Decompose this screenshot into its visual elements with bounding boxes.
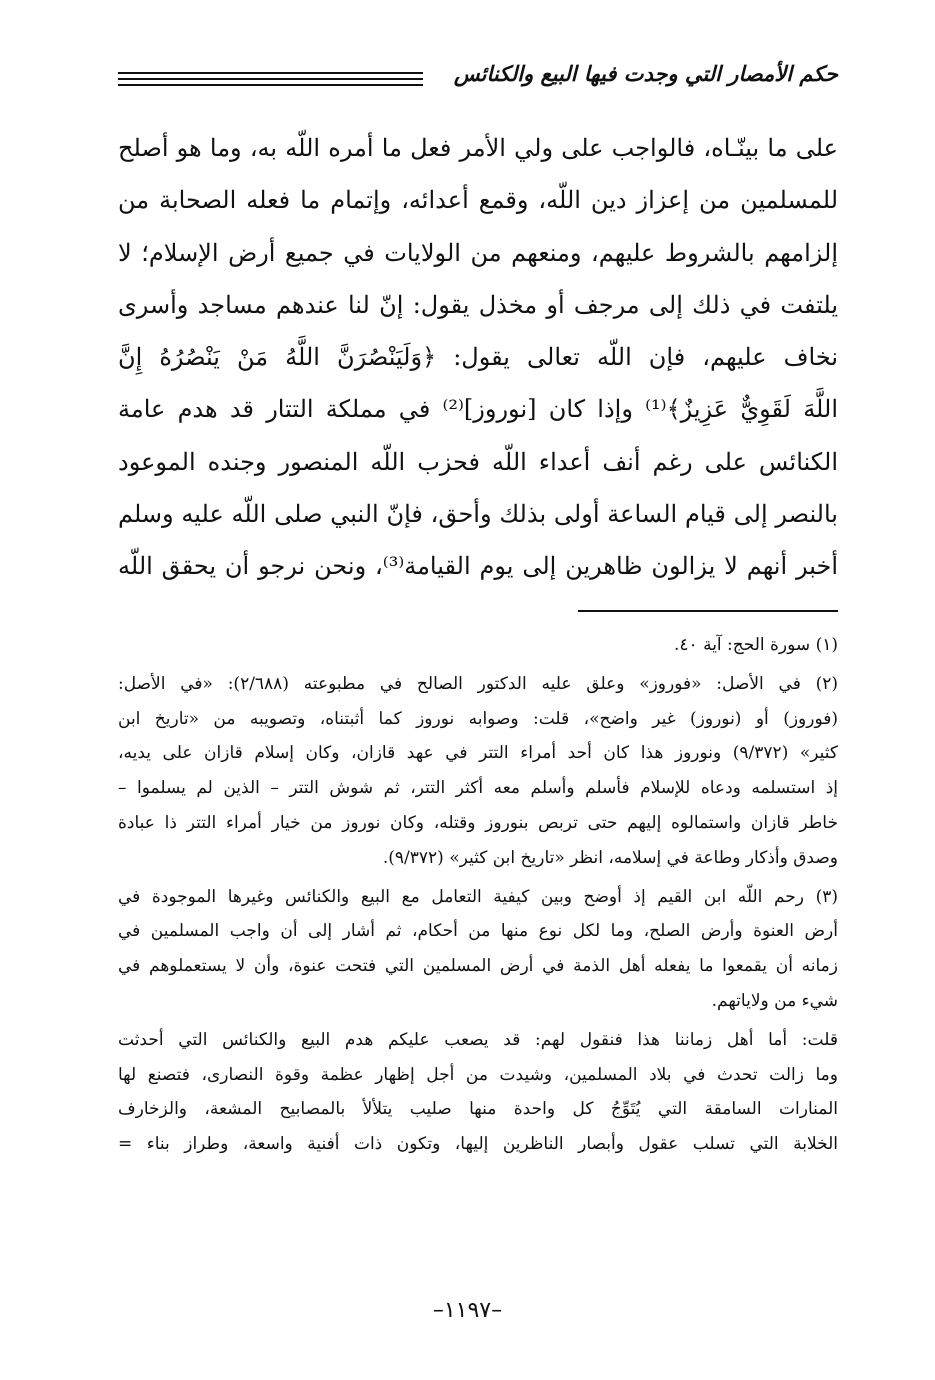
footnote-3 — [118, 880, 838, 1019]
body-line: الكنائس على رغم أنف أعداء اللّه فحزب اللّه المنصور وجنده الموعود — [118, 447, 838, 476]
footnote-3-remark — [118, 1023, 838, 1162]
body-line: إلزامهم بالشروط عليهم، ومنعهم من الولايات في جميع أرض الإسلام؛ لا — [118, 238, 838, 267]
running-header — [118, 58, 838, 98]
header-rule — [118, 78, 423, 80]
running-header-title: حكم الأمصار التي وجدت فيها البيع والكنائس — [453, 62, 838, 86]
body-line: على ما بينّـاه، فالواجب على ولي الأمر فعل ما أمره اللّه به، وما هو أصلح — [118, 134, 838, 162]
footnote-line: إذ استسلمه ودعاه للإسلام فأسلم وأسلم معه أكثر التتر، ثم شوش التتر – الذين لم يسلموا – — [118, 778, 838, 799]
footnote-line: وصدق وأذكار وطاعة في إسلامه، انظر «تاريخ ابن كثير» (٩/٣٧٢). — [382, 847, 838, 868]
footnote-line: أرض العنوة وأرض الصلح، وما لكل نوع منها من أحكام، ثم أشار إلى أن واجب المسلمين في — [118, 921, 838, 942]
body-line: اللَّهَ لَقَوِيٌّ عَزِيزٌ﴾⁽¹⁾ وإذا كان [نوروز]⁽²⁾ في مملكة التتار قد هدم عامة — [118, 395, 838, 424]
footnote-line: (٢) في الأصل: «فوروز» وعلق عليه الدكتور الصالح في مطبوعته (٢/٦٨٨): «في الأصل: — [118, 673, 838, 694]
footnote-1 — [118, 628, 838, 663]
footnote-line: وما زالت تحدث في بلاد المسلمين، وشيدت من أجل إظهار عظمة وقوة النصارى، فتصنع لها — [118, 1064, 838, 1085]
body-line: للمسلمين من إعزاز دين اللّه، وقمع أعدائه، وإتمام ما فعله الصحابة من — [118, 186, 838, 215]
body-line: أخبر أنهم لا يزالون ظاهرين إلى يوم القيامة⁽³⁾، ونحن نرجو أن يحقق اللّه — [118, 552, 838, 581]
body-line: بالنصر إلى قيام الساعة أولى بذلك وأحق، فإنّ النبي صلى اللّه عليه وسلم — [118, 500, 838, 529]
footnote-line: زمانه أن يقمعوا ما يفعله أهل الذمة في أرض المسلمين التي فتحت عنوة، وأن لا يستعملوهم في — [118, 956, 838, 977]
footnotes — [118, 628, 838, 1166]
body-line: يلتفت في ذلك إلى مرجف أو مخذل يقول: إنّ لنا عندهم مساجد وأسرى — [118, 290, 838, 319]
footnote-line: (١) سورة الحج: آية ٤٠. — [674, 635, 838, 655]
body-line: نخاف عليهم، فإن اللّه تعالى يقول: ﴿وَلَيَنْصُرَنَّ اللَّهُ مَنْ يَنْصُرُهُ إِنَّ — [118, 343, 838, 372]
footnote-divider — [578, 610, 838, 612]
header-rule — [118, 72, 423, 74]
page-number: –١١٩٧– — [432, 1298, 503, 1323]
footnote-line: شيء من ولاياتهم. — [711, 990, 838, 1011]
footnote-line: قلت: أما أهل زماننا هذا فنقول لهم: قد يصعب عليكم هدم البيع والكنائس التي أحدثت — [118, 1029, 838, 1050]
footnote-2 — [118, 667, 838, 876]
header-rule — [118, 84, 423, 86]
footnote-line: كثير» (٩/٣٧٢) ونوروز هذا كان أحد أمراء التتر في عهد قازان، وكان إسلام قازان على يديه، — [118, 743, 838, 764]
footnote-line: الخلابة التي تسلب عقول وأبصار الناظرين إليها، وتكون ذات أفنية واسعة، وطراز بناء = — [118, 1134, 838, 1155]
footnote-line: (فوروز) أو (نوروز) غير واضح»، قلت: وصوابه نوروز كما أثبتناه، وتصويبه من «تاريخ ابن — [118, 708, 838, 729]
footnote-line: خاطر قازان واستمالوه إليهم حتى تربص بنوروز وقتله، وكان نوروز من خيار أمراء التتر ذا عبادة — [118, 812, 838, 833]
footnote-line: المنارات السامقة التي يُتَوِّجُ كل واحدة منها صليب يتلألأ بالمصابيح المشعة، والزخارف — [118, 1099, 838, 1120]
main-body-text — [118, 122, 838, 593]
footnote-line: (٣) رحم اللّه ابن القيم إذ أوضح وبين كيفية التعامل مع البيع والكنائس وغيرها الموجودة في — [118, 886, 838, 907]
